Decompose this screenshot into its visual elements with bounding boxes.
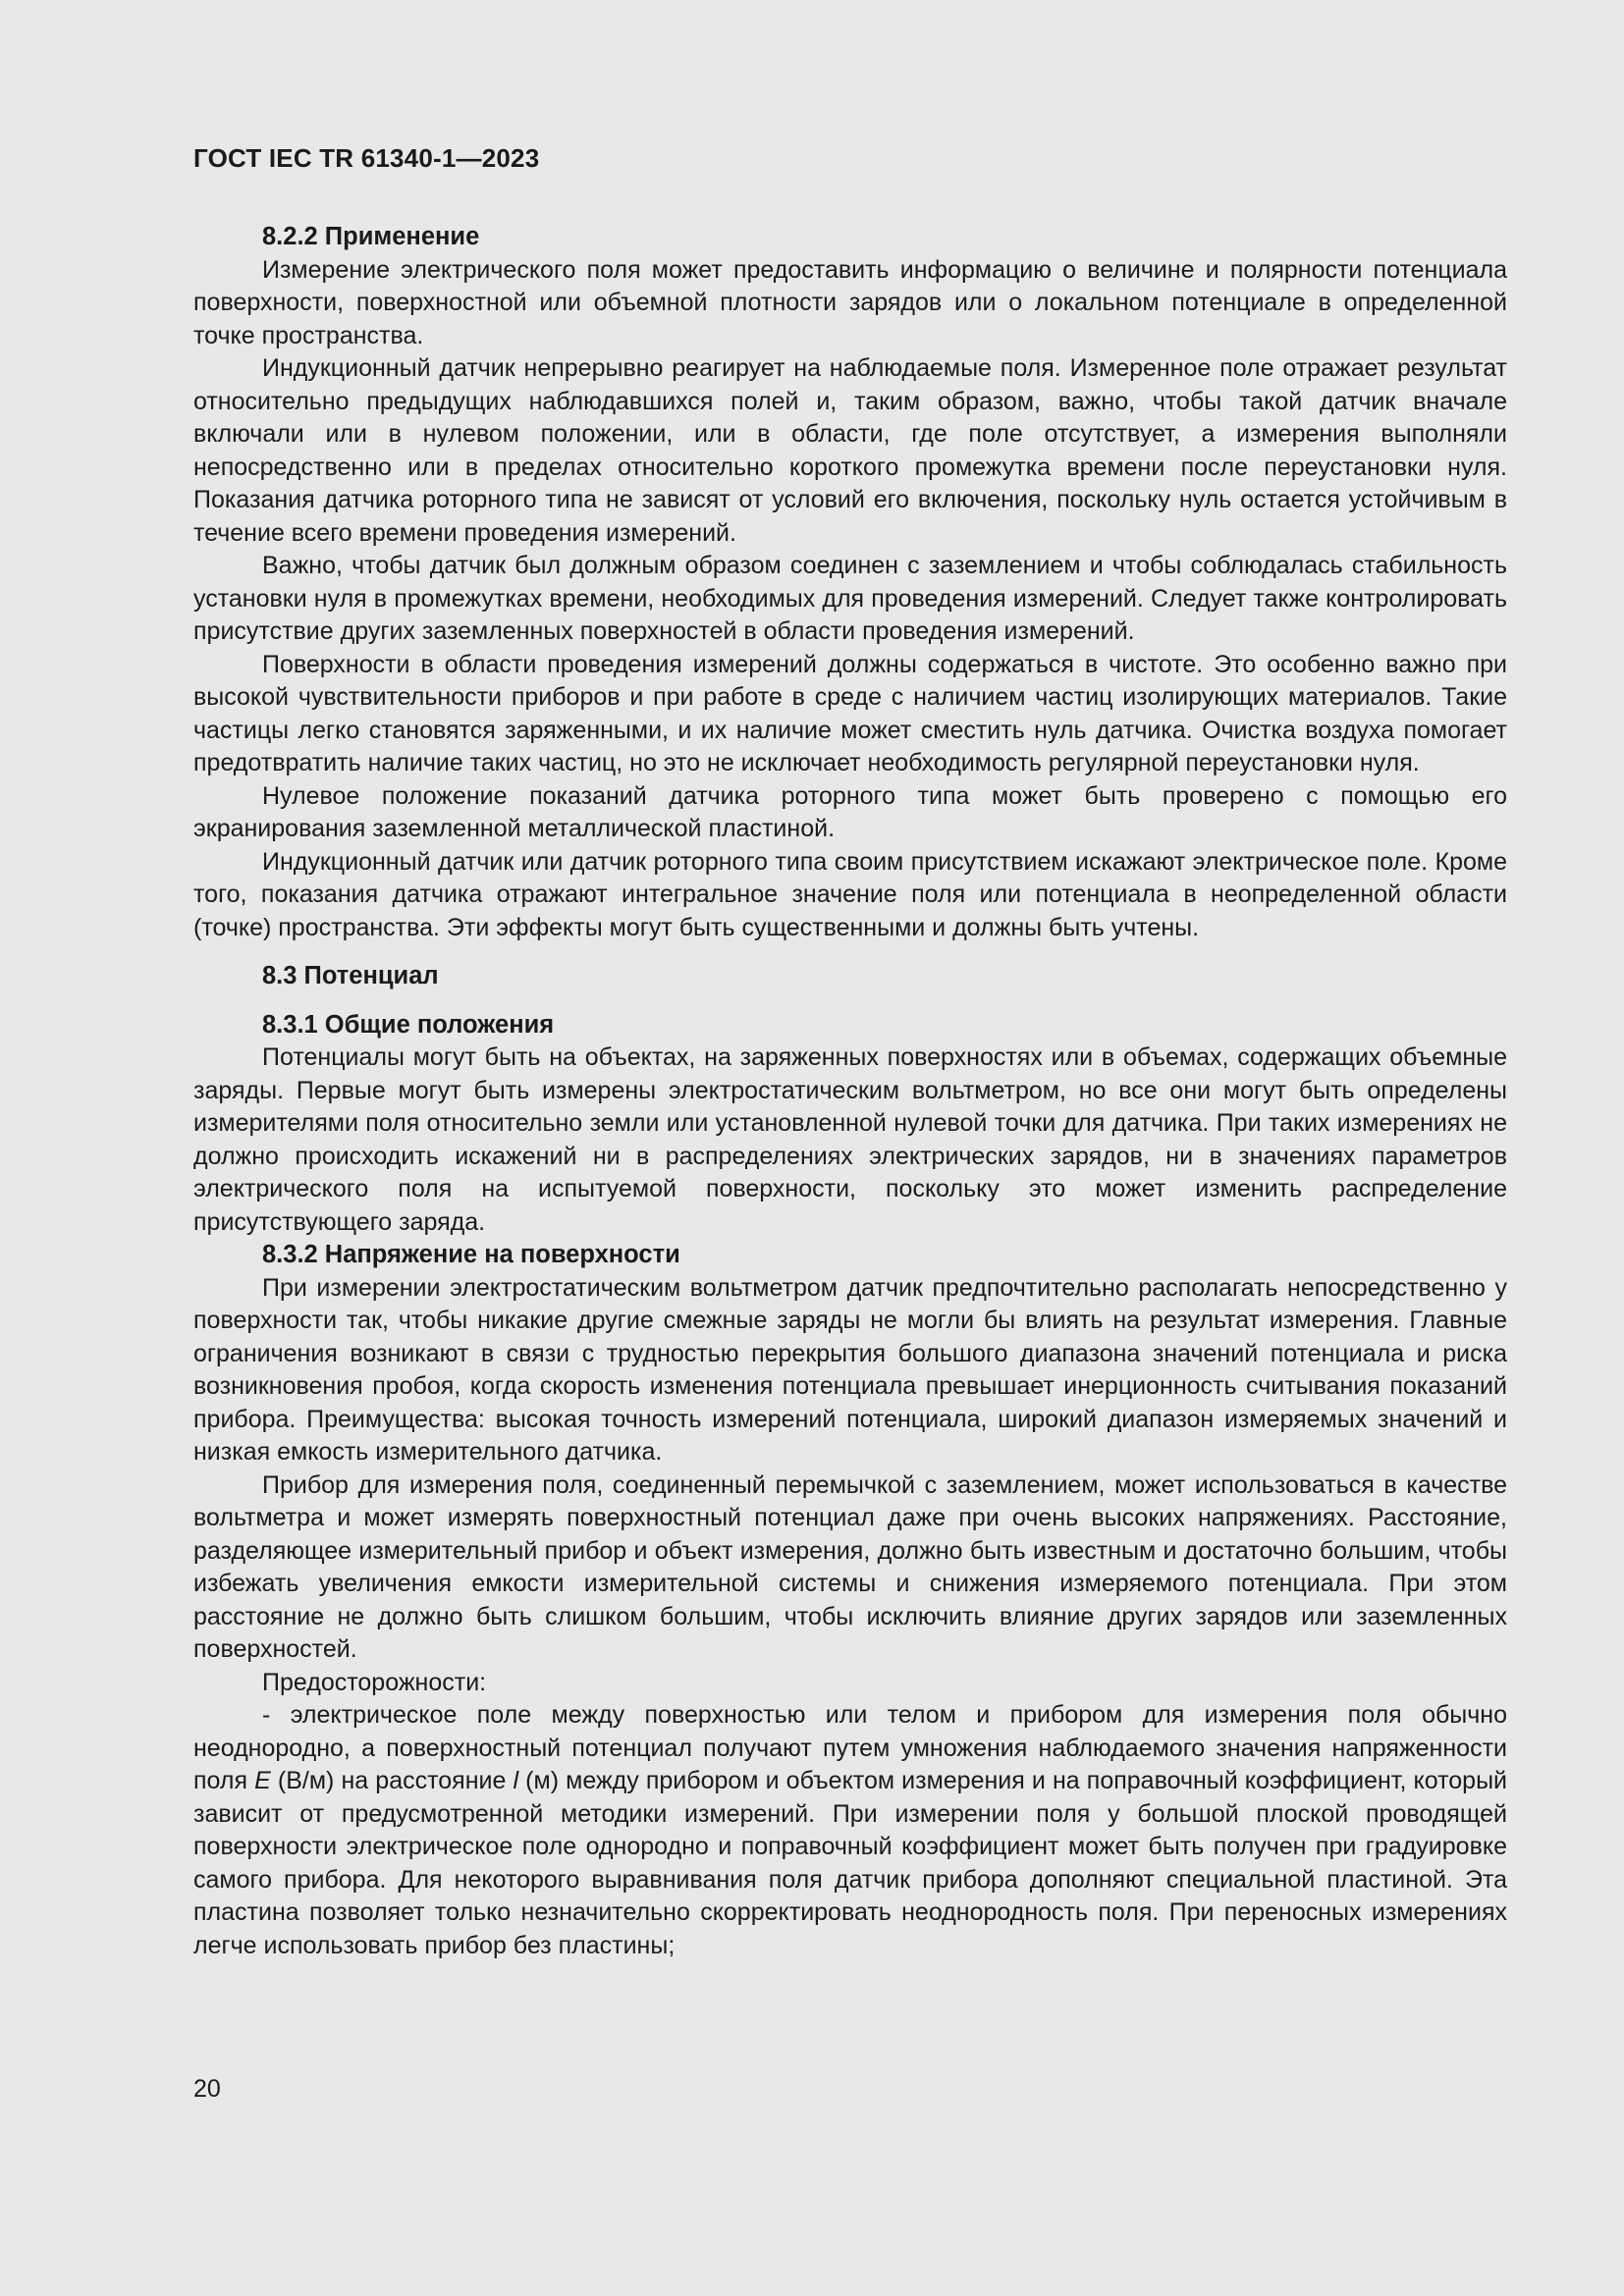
variable-l: l: [513, 1767, 519, 1794]
paragraph: Поверхности в области проведения измерений должны содержаться в чистоте. Это особенно важно при высокой чувствительности приборов и при работе в среде с наличием частиц изолирующих материалов. Такие частицы легко становятся заряженными, и их наличие может сместить нуль датчика. Очистка воздуха помогает предотвратить наличие таких частиц, но это не исключает необходимость регулярной переустановки нуля.: [193, 650, 1507, 776]
section-heading-8-3: 8.3 Потенциал: [262, 962, 439, 989]
page-number: 20: [193, 2075, 221, 2103]
section-heading-8-3-2: 8.3.2 Напряжение на поверхности: [262, 1241, 680, 1268]
paragraph: Потенциалы могут быть на объектах, на заряженных поверхностях или в объемах, содержащих объемные заряды. Первые могут быть измерены электростатическим вольтметром, но все они могут быть определены измерителями поля относительно земли или установленной нулевой точки для датчика. При таких измерениях не должно происходить искажений ни в распределениях электрических зарядов, ни в значениях параметров электрического поля на испытуемой поверхности, поскольку это может изменить распределение присутствующего заряда.: [193, 1043, 1507, 1236]
paragraph: Предосторожности:: [262, 1668, 487, 1696]
paragraph: При измерении электростатическим вольтметром датчик предпочтительно располагать непосредственно у поверхности так, чтобы никакие другие смежные заряды не могли бы влиять на результат измерения. Главные ограничения возникают в связи с трудностью перекрытия большого диапазона значений потенциала и риска возникновения пробоя, когда скорость изменения потенциала превышает инерционность считывания показаний прибора. Преимущества: высокая точность измерений потенциала, широкий диапазон измеряемых значений и низкая емкость измерительного датчика.: [193, 1273, 1507, 1466]
paragraph: Прибор для измерения поля, соединенный перемычкой с заземлением, может использоваться в качестве вольтметра и может измерять поверхностный потенциал даже при очень высоких напряжениях. Расстояние, разделяющее измерительный прибор и объект измерения, должно быть известным и достаточно большим, чтобы избежать увеличения емкости измерительной системы и снижения измеряемого потенциала. При этом расстояние не должно быть слишком большим, чтобы исключить влияние других зарядов или заземленных поверхностей.: [193, 1470, 1507, 1663]
list-item: [193, 1699, 1507, 1962]
section-heading-8-3-1: 8.3.1 Общие положения: [262, 1010, 555, 1039]
variable-e: E: [254, 1767, 271, 1794]
paragraph: Индукционный датчик непрерывно реагирует на наблюдаемые поля. Измеренное поле отражает результат относительно предыдущих наблюдавшихся полей и, таким образом, важно, чтобы такой датчик вначале включали или в нулевом положении, или в области, где поле отсутствует, а измерения выполняли непосредственно или в пределах относительно короткого промежутка времени после переустановки нуля. Показания датчика роторного типа не зависят от условий его включения, поскольку нуль остается устойчивым в течение всего времени проведения измерений.: [193, 354, 1507, 547]
list-item-text: (м) между прибором и объектом измерения и на поправочный коэффициент, который зависит от предусмотренной методики измерений. При измерении поля у большой плоской проводящей поверхности электрическое поле однородно и поправочный коэффициент может быть получен при градуировке самого прибора. Для некоторого выравнивания поля датчик прибора дополняют специальной пластиной. Эта пластина позволяет только незначительно скорректировать неоднородность поля. При переносных измерениях легче использовать прибор без пластины;: [193, 1767, 1508, 1959]
paragraph: Нулевое положение показаний датчика роторного типа может быть проверено с помощью его экранирования заземленной металлической пластиной.: [193, 781, 1507, 842]
paragraph: Измерение электрического поля может предоставить информацию о величине и полярности потенциала поверхности, поверхностной или объемной плотности зарядов или о локальном потенциале в определенной точке пространства.: [193, 255, 1507, 349]
list-item-text: (В/м) на расстояние: [270, 1767, 514, 1794]
standard-header: ГОСТ IEC TR 61340-1—2023: [193, 143, 540, 173]
section-heading-8-2-2: 8.2.2 Применение: [262, 223, 480, 250]
paragraph: Индукционный датчик или датчик роторного типа своим присутствием искажают электрическое поле. Кроме того, показания датчика отражают интегральное значение поля или потенциала в неопределенной области (точке) пространства. Эти эффекты могут быть существенными и должны быть учтены.: [193, 847, 1507, 941]
list-item-text: - электрическое поле между поверхностью или телом и прибором для измерения поля обычно неоднородно, а поверхностный потенциал получают путем умножения наблюдаемого значения напряженности поля: [193, 1701, 1507, 1794]
paragraph: Важно, чтобы датчик был должным образом соединен с заземлением и чтобы соблюдалась стабильность установки нуля в промежутках времени, необходимых для проведения измерений. Следует также контролировать присутствие других заземленных поверхностей в области проведения измерений.: [193, 552, 1507, 645]
document-page: [193, 143, 1507, 1962]
